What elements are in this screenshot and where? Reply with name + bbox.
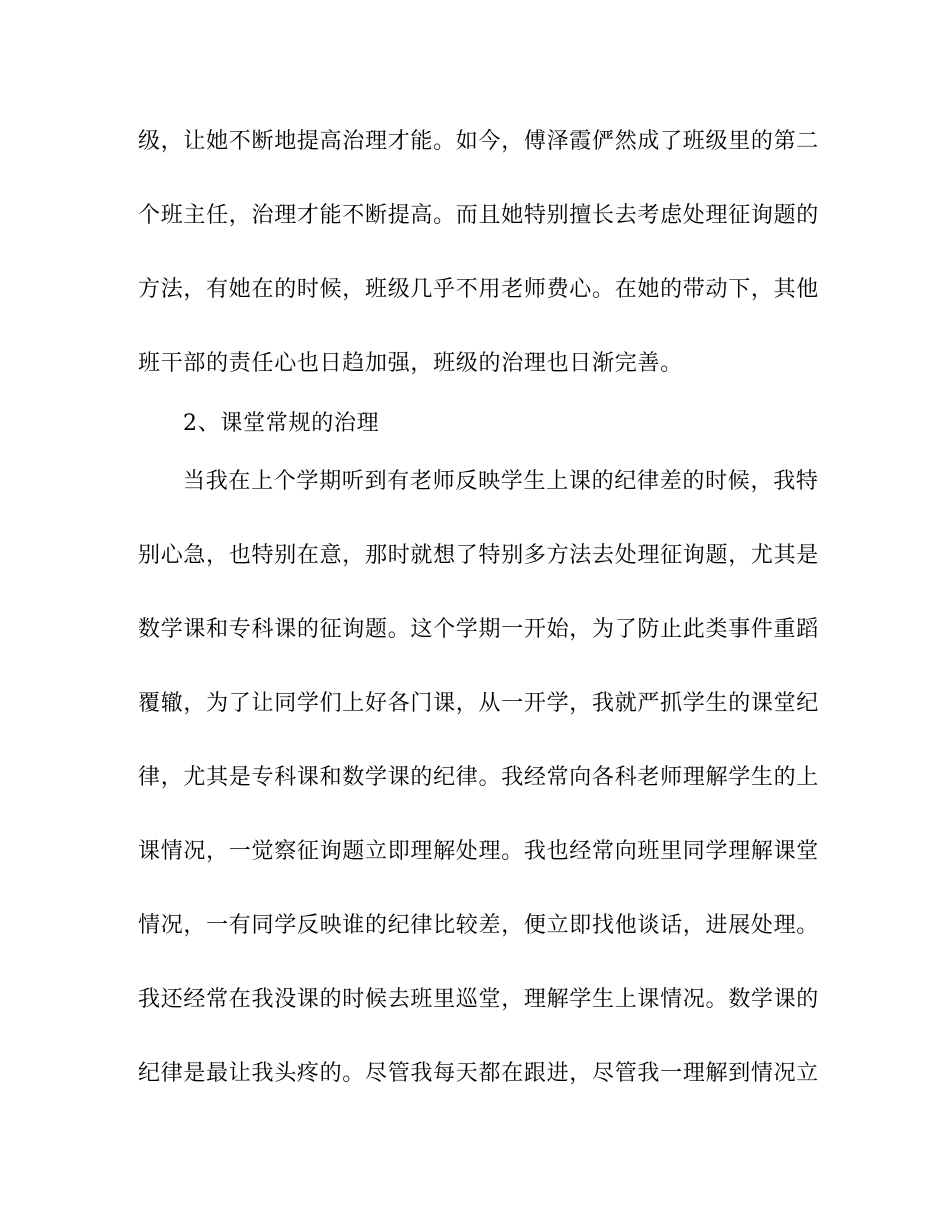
section-heading: 2、课堂常规的治理 (183, 411, 380, 436)
paragraph-line: 当我在上个学期听到有老师反映学生上课的纪律差的时候，我特 (183, 469, 819, 494)
paragraph-line: 班干部的责任心也日趋加强，班级的治理也日渐完善。 (138, 351, 683, 376)
paragraph-line: 律，尤其是专科课和数学课的纪律。我经常向各科老师理解学生的上 (138, 765, 820, 790)
paragraph-line: 方法，有她在的时候，班级几乎不用老师费心。在她的带动下，其他 (138, 277, 820, 302)
paragraph-line: 别心急，也特别在意，那时就想了特别多方法去处理征询题，尤其是 (138, 543, 820, 568)
paragraph-line: 数学课和专科课的征询题。这个学期一开始，为了防止此类事件重蹈 (138, 617, 820, 642)
paragraph-line: 课情况，一觉察征询题立即理解处理。我也经常向班里同学理解课堂 (138, 839, 820, 864)
paragraph-line: 个班主任，治理才能不断提高。而且她特别擅长去考虑处理征询题的 (138, 203, 820, 228)
paragraph-line: 级，让她不断地提高治理才能。如今，傅泽霞俨然成了班级里的第二 (138, 129, 820, 154)
paragraph-line: 情况，一有同学反映谁的纪律比较差，便立即找他谈话，进展处理。 (138, 913, 820, 938)
paragraph-line: 我还经常在我没课的时候去班里巡堂，理解学生上课情况。数学课的 (138, 987, 820, 1012)
paragraph-line: 纪律是最让我头疼的。尽管我每天都在跟进，尽管我一理解到情况立 (138, 1061, 820, 1086)
paragraph-line: 覆辙，为了让同学们上好各门课，从一开学，我就严抓学生的课堂纪 (138, 691, 820, 716)
